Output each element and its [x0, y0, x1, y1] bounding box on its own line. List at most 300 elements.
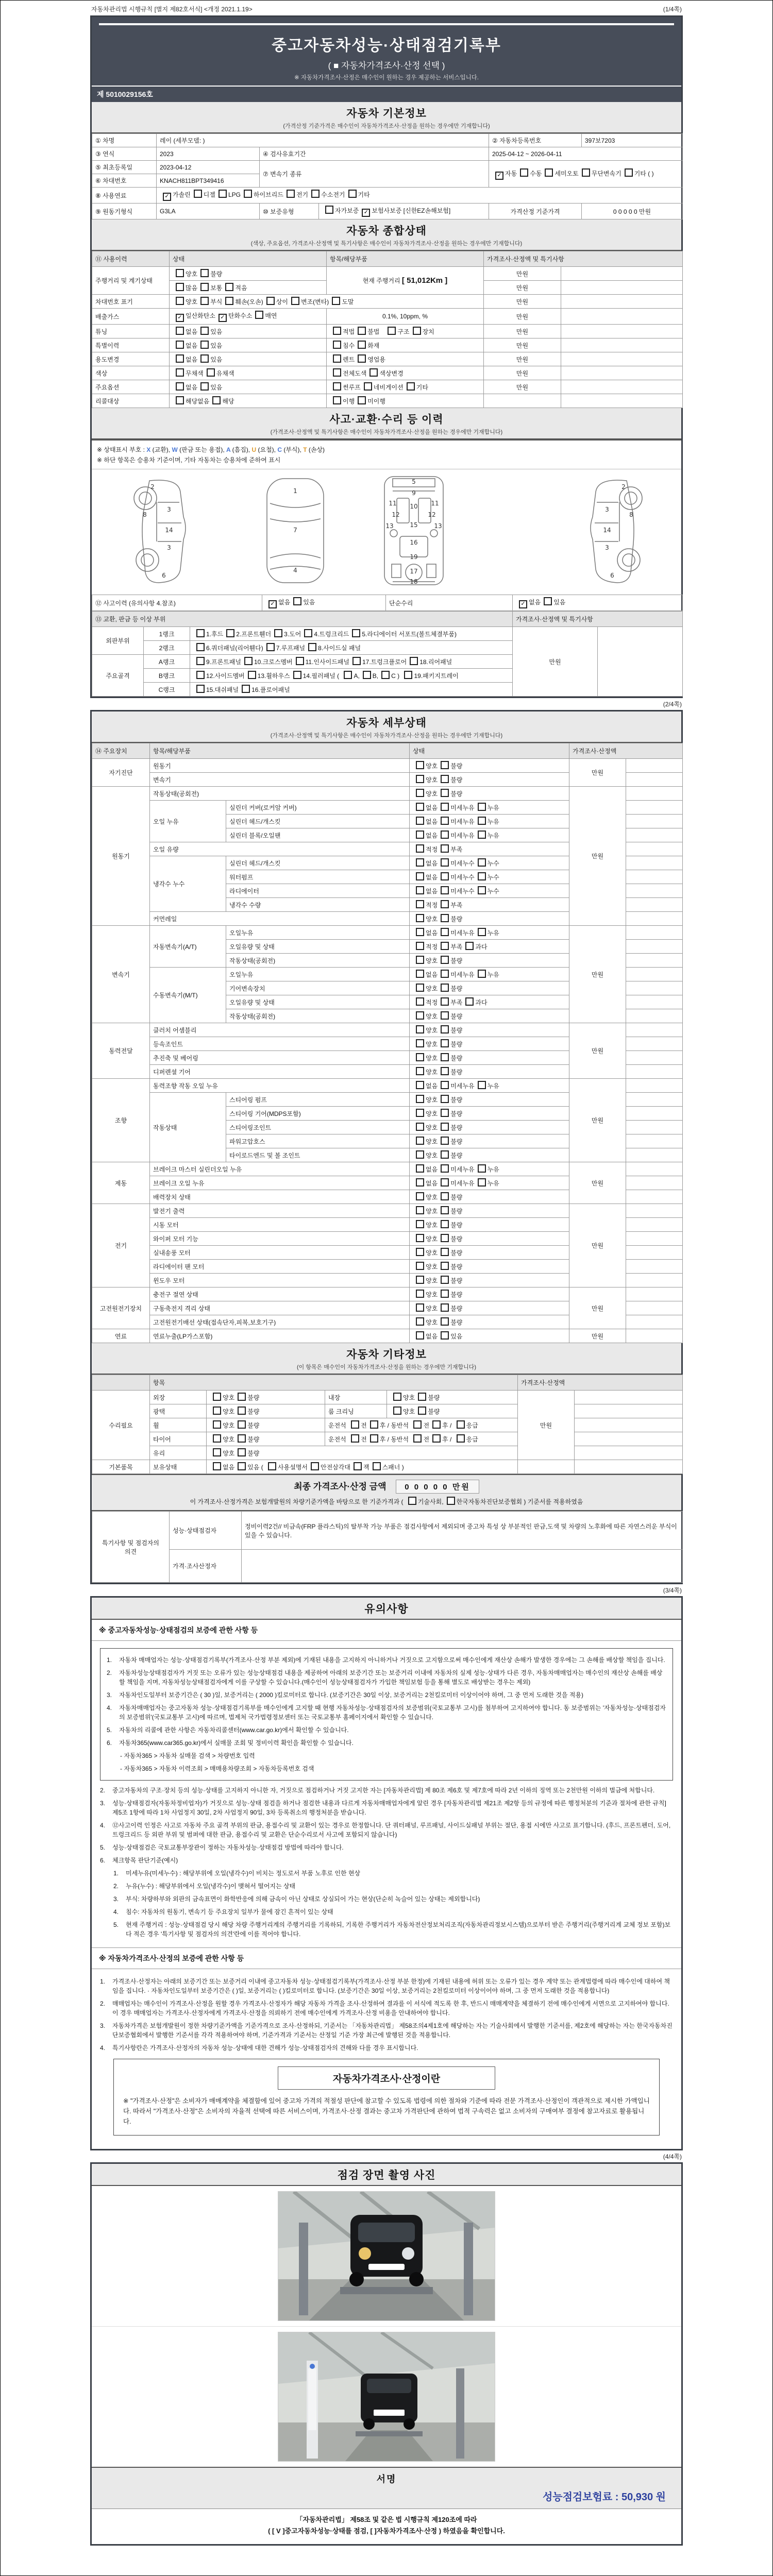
checkbox[interactable]	[432, 1420, 441, 1429]
checkbox[interactable]	[441, 761, 449, 769]
row-label: 차대번호 표기	[92, 295, 170, 309]
checkbox[interactable]	[176, 327, 184, 335]
checkbox[interactable]	[213, 1462, 221, 1470]
checkbox[interactable]	[332, 297, 340, 305]
price-note-cell[interactable]	[626, 926, 683, 940]
price-note-cell[interactable]	[626, 1162, 683, 1176]
checkbox[interactable]	[545, 168, 553, 177]
checkbox[interactable]	[370, 1420, 378, 1429]
checkbox[interactable]	[238, 1434, 246, 1443]
checkbox[interactable]	[416, 1039, 424, 1047]
checkbox[interactable]	[393, 1393, 401, 1401]
diagram-panel-number: 7	[293, 527, 297, 534]
checkbox[interactable]	[408, 1497, 416, 1505]
checkbox[interactable]	[213, 1393, 221, 1401]
checkbox[interactable]	[441, 817, 449, 825]
checkbox[interactable]	[441, 1206, 449, 1214]
checkbox[interactable]	[441, 872, 449, 880]
price-note-cell[interactable]	[626, 1051, 683, 1065]
price-note-cell[interactable]	[561, 338, 683, 352]
checkbox[interactable]	[238, 1462, 246, 1470]
checkbox[interactable]	[352, 629, 360, 637]
checkbox[interactable]	[200, 297, 209, 305]
checkbox[interactable]	[441, 942, 449, 950]
checkbox[interactable]	[441, 1303, 449, 1312]
checkbox[interactable]	[441, 844, 449, 853]
price-note-cell[interactable]	[575, 1460, 683, 1474]
checkbox[interactable]	[354, 1462, 362, 1470]
price-note-cell[interactable]	[626, 1107, 683, 1121]
checkbox[interactable]	[225, 283, 233, 291]
price-note-cell[interactable]	[626, 912, 683, 926]
checkbox[interactable]	[363, 671, 371, 679]
price-note-cell[interactable]	[561, 394, 683, 408]
checkbox[interactable]	[196, 657, 205, 665]
price-note-cell[interactable]	[561, 325, 683, 338]
checkbox[interactable]	[358, 354, 366, 363]
price-note-cell[interactable]	[626, 1287, 683, 1301]
item-label: 보유상태	[150, 1460, 207, 1474]
checkbox[interactable]	[176, 269, 184, 277]
price-note-cell[interactable]	[626, 884, 683, 898]
price-note-cell[interactable]	[626, 815, 683, 828]
checkbox[interactable]	[441, 1095, 449, 1103]
checkbox[interactable]	[416, 984, 424, 992]
checkbox[interactable]	[413, 1434, 422, 1443]
checkbox[interactable]	[213, 1406, 221, 1415]
checkbox[interactable]	[416, 1317, 424, 1326]
checkbox[interactable]	[478, 803, 486, 811]
checkbox[interactable]	[416, 1011, 424, 1020]
checkbox[interactable]	[333, 354, 341, 363]
checkbox[interactable]	[248, 671, 256, 679]
checkbox[interactable]	[441, 1178, 449, 1187]
checkbox[interactable]	[416, 844, 424, 853]
price-note-cell[interactable]	[626, 1079, 683, 1093]
checkbox[interactable]	[416, 1262, 424, 1270]
checkbox-label: 사용설명서	[278, 1464, 308, 1471]
checkbox[interactable]	[441, 1192, 449, 1200]
checkbox[interactable]	[213, 1420, 221, 1429]
price-note-cell[interactable]	[626, 1260, 683, 1274]
checkbox[interactable]	[441, 1262, 449, 1270]
checkbox[interactable]	[441, 1331, 449, 1340]
price-note-cell[interactable]	[626, 898, 683, 912]
checkbox[interactable]	[364, 382, 372, 391]
checkbox[interactable]	[194, 190, 202, 198]
checkbox[interactable]	[244, 190, 252, 198]
checkbox[interactable]	[196, 671, 205, 679]
checkbox[interactable]	[370, 1434, 378, 1443]
checkbox[interactable]	[457, 1434, 465, 1443]
checkbox[interactable]	[304, 629, 312, 637]
checkbox[interactable]	[369, 368, 378, 377]
checkbox[interactable]	[311, 1462, 319, 1470]
model-year-value: 2023	[157, 147, 260, 161]
price-note-cell[interactable]	[575, 1391, 683, 1404]
price-note-cell[interactable]	[626, 1009, 683, 1023]
price-note-cell[interactable]	[626, 1176, 683, 1190]
checkbox[interactable]	[478, 1081, 486, 1089]
checkbox[interactable]	[416, 1109, 424, 1117]
checkbox[interactable]	[311, 190, 320, 198]
checkbox[interactable]	[238, 1420, 246, 1429]
checkbox[interactable]	[416, 789, 424, 797]
checkbox[interactable]	[441, 1317, 449, 1326]
checkbox[interactable]	[416, 1303, 424, 1312]
checkbox[interactable]	[348, 190, 357, 198]
price-note-cell[interactable]	[626, 856, 683, 870]
checkbox[interactable]	[441, 1290, 449, 1298]
checkbox-checked[interactable]: ✓	[176, 314, 184, 322]
price-note-cell[interactable]	[575, 1404, 683, 1418]
checkbox[interactable]	[416, 956, 424, 964]
checkbox[interactable]	[441, 997, 449, 1006]
checkbox[interactable]	[388, 327, 396, 335]
checkbox[interactable]	[358, 327, 366, 335]
checkbox[interactable]	[416, 831, 424, 839]
checkbox[interactable]	[416, 997, 424, 1006]
checkbox[interactable]	[441, 1234, 449, 1242]
checkbox[interactable]	[176, 382, 184, 391]
price-note-cell[interactable]	[626, 1121, 683, 1134]
checkbox[interactable]	[225, 297, 233, 305]
checkbox[interactable]	[416, 1081, 424, 1089]
checkbox[interactable]	[441, 1011, 449, 1020]
checkbox[interactable]	[176, 354, 184, 363]
price-note-cell[interactable]	[561, 281, 683, 295]
checkbox[interactable]	[200, 269, 209, 277]
checkbox-checked[interactable]: ✓	[362, 209, 370, 217]
checkbox[interactable]	[478, 858, 486, 867]
checkbox[interactable]	[176, 341, 184, 349]
checkbox[interactable]	[441, 858, 449, 867]
checkbox[interactable]	[381, 671, 390, 679]
price-note-cell[interactable]	[626, 1218, 683, 1232]
price-note-cell[interactable]	[575, 1418, 683, 1432]
checkbox[interactable]	[416, 803, 424, 811]
table-row	[92, 1418, 683, 1432]
table-row	[92, 188, 683, 204]
price-note-cell[interactable]	[626, 1274, 683, 1287]
price-note-cell[interactable]	[626, 1134, 683, 1148]
checkbox[interactable]	[416, 1206, 424, 1214]
price-note-cell[interactable]	[626, 1148, 683, 1162]
checkbox[interactable]	[416, 1178, 424, 1187]
price-note-cell[interactable]	[626, 1065, 683, 1079]
checkbox[interactable]	[416, 872, 424, 880]
checkbox[interactable]	[416, 1276, 424, 1284]
checkbox[interactable]	[200, 382, 209, 391]
checkbox-label: 적음	[235, 284, 247, 292]
price-note-cell[interactable]	[561, 380, 683, 394]
checkbox[interactable]	[478, 928, 486, 936]
price-note-cell[interactable]	[626, 995, 683, 1009]
checkbox[interactable]	[441, 900, 449, 908]
checkbox[interactable]	[407, 382, 415, 391]
diagram-panel-number: 19	[410, 553, 418, 561]
price-note-cell[interactable]	[598, 627, 683, 697]
checkbox[interactable]	[268, 1462, 276, 1470]
checkbox[interactable]	[213, 1448, 221, 1456]
checkbox[interactable]	[478, 831, 486, 839]
checkbox[interactable]	[200, 327, 209, 335]
checkbox-label: 기타 ( )	[634, 170, 654, 177]
notice-item: ⑫사고이력 인정은 사고로 자동차 주요 골격 부위의 판금, 용접수리 및 교환이 있는 경우로 한정합니다. 단 쿼터패널, 루프패널, 사이드실패널 부위는 절단, 용접 시에만 사고로 표기합니다. (후드, 프론트펜더, 도어, 트렁크리드 등 외판 부위 및 범퍼에 대한 판금, 용접수리 및 교환은 단순수리로서 사고에 포함되지 않습니다)	[112, 1822, 671, 1838]
checkbox[interactable]	[441, 914, 449, 922]
price-note-cell[interactable]	[626, 773, 683, 787]
price-note-cell[interactable]	[561, 267, 683, 281]
checkbox[interactable]	[416, 970, 424, 978]
checkbox-checked[interactable]: ✓	[219, 314, 227, 322]
etc-info-table	[92, 1375, 683, 1474]
diagram-panel-number: 5	[412, 478, 416, 485]
checkbox[interactable]	[410, 657, 418, 665]
checkbox[interactable]	[465, 942, 474, 950]
checkbox[interactable]	[416, 1248, 424, 1256]
checkbox-label: 해당	[222, 398, 234, 405]
checkbox[interactable]	[308, 643, 316, 651]
checkbox-checked[interactable]: ✓	[163, 193, 171, 201]
price-note-cell[interactable]	[626, 1232, 683, 1246]
checkbox[interactable]	[478, 817, 486, 825]
checkbox[interactable]	[465, 997, 474, 1006]
group-label: 기본품목	[92, 1460, 150, 1474]
checkbox[interactable]	[351, 1434, 359, 1443]
checkbox[interactable]	[416, 1095, 424, 1103]
price-note-cell[interactable]	[626, 759, 683, 773]
checkbox[interactable]	[333, 382, 341, 391]
checkbox[interactable]	[416, 817, 424, 825]
item-number: 1.	[113, 1870, 119, 1877]
checkbox[interactable]	[441, 970, 449, 978]
item-label: 원동기	[150, 759, 410, 773]
checkbox-label: 미세누수	[450, 860, 475, 867]
checkbox[interactable]	[200, 354, 209, 363]
checkbox-checked[interactable]: ✓	[268, 600, 277, 608]
checkbox[interactable]	[176, 283, 184, 291]
checkbox[interactable]	[544, 597, 552, 605]
checkbox[interactable]	[441, 1150, 449, 1159]
appraiser-opinion[interactable]	[242, 1550, 683, 1583]
checkbox[interactable]	[213, 1434, 221, 1443]
price-note-cell[interactable]	[626, 1023, 683, 1037]
price-note-cell[interactable]	[626, 1037, 683, 1051]
price-note-cell[interactable]	[561, 295, 683, 309]
checkbox[interactable]	[441, 984, 449, 992]
checkbox[interactable]	[344, 671, 352, 679]
checkbox[interactable]	[416, 1067, 424, 1075]
price-note-cell[interactable]	[626, 1329, 683, 1343]
price-note-cell[interactable]	[626, 1190, 683, 1204]
checkbox[interactable]	[416, 1164, 424, 1173]
checkbox[interactable]	[393, 1406, 401, 1415]
price-note-cell[interactable]	[626, 954, 683, 968]
checkbox[interactable]	[441, 1164, 449, 1173]
price-note-cell[interactable]	[575, 1446, 683, 1460]
checkbox[interactable]	[196, 643, 205, 651]
checkbox[interactable]	[219, 190, 227, 198]
checkbox[interactable]	[274, 629, 282, 637]
checkbox[interactable]	[416, 1234, 424, 1242]
checkbox[interactable]	[441, 1109, 449, 1117]
checkbox[interactable]	[416, 1331, 424, 1340]
notice-item: 성능·상태점검은 국토교통부장관이 정하는 자동차성능·상태점검 방법에 따라야 합니다.	[112, 1844, 344, 1851]
checkbox[interactable]	[296, 657, 304, 665]
checkbox[interactable]	[416, 1290, 424, 1298]
checkbox[interactable]	[416, 1150, 424, 1159]
price-note-cell[interactable]	[561, 309, 683, 325]
checkbox[interactable]	[416, 1192, 424, 1200]
checkbox[interactable]	[416, 1123, 424, 1131]
checkbox[interactable]	[478, 872, 486, 880]
checkbox[interactable]	[416, 900, 424, 908]
checkbox[interactable]	[404, 671, 412, 679]
checkbox[interactable]	[358, 341, 366, 349]
page-marker-1: (1/4쪽)	[663, 6, 682, 13]
checkbox[interactable]	[287, 190, 295, 198]
price-note-cell[interactable]	[626, 1301, 683, 1315]
checkbox[interactable]	[176, 368, 184, 377]
checkbox[interactable]	[418, 1406, 426, 1415]
checkbox-label: 구조	[397, 328, 410, 335]
checkbox[interactable]	[582, 168, 590, 177]
price-note-cell[interactable]	[626, 940, 683, 954]
item-label: 실린더 블록/오일팬	[226, 828, 410, 842]
checkbox-label: 불량	[450, 1152, 463, 1159]
checkbox[interactable]	[196, 629, 205, 637]
checkbox[interactable]	[441, 1039, 449, 1047]
checkbox[interactable]	[416, 914, 424, 922]
checkbox[interactable]	[416, 1137, 424, 1145]
checkbox[interactable]	[293, 597, 301, 605]
checkbox[interactable]	[226, 629, 234, 637]
checkbox[interactable]	[358, 396, 366, 404]
checkbox[interactable]	[441, 1081, 449, 1089]
checkbox-checked[interactable]: ✓	[519, 600, 527, 608]
checkbox[interactable]	[416, 858, 424, 867]
diagram-panel-number: 3	[605, 506, 609, 513]
checkbox[interactable]	[441, 1248, 449, 1256]
price-note-cell[interactable]	[626, 828, 683, 842]
price-note-cell[interactable]	[626, 1315, 683, 1329]
checkbox[interactable]	[351, 1420, 359, 1429]
checkbox[interactable]	[478, 1178, 486, 1187]
checkbox[interactable]	[176, 297, 184, 305]
price-note-cell[interactable]	[626, 968, 683, 981]
checkbox[interactable]	[333, 341, 341, 349]
checkbox[interactable]	[333, 327, 341, 335]
checkbox[interactable]	[416, 775, 424, 783]
checkbox[interactable]	[200, 341, 209, 349]
checkbox[interactable]	[352, 657, 361, 665]
checkbox[interactable]	[373, 1462, 381, 1470]
checkbox[interactable]	[418, 1393, 426, 1401]
checkbox[interactable]	[413, 327, 421, 335]
checkbox[interactable]	[441, 1025, 449, 1033]
diagram-panel-number: 14	[165, 527, 173, 534]
checkbox[interactable]	[441, 1220, 449, 1228]
checkbox[interactable]	[196, 685, 205, 693]
item-label: 오일 유량	[150, 842, 410, 856]
checkbox[interactable]	[238, 1448, 246, 1456]
checkbox[interactable]	[176, 396, 184, 404]
checkbox[interactable]	[413, 1420, 422, 1429]
price-note-cell[interactable]	[626, 981, 683, 995]
checkbox[interactable]	[520, 168, 528, 177]
checkbox[interactable]	[441, 928, 449, 936]
checkbox[interactable]	[200, 283, 209, 291]
checkbox[interactable]	[441, 1137, 449, 1145]
checkbox[interactable]	[441, 1067, 449, 1075]
checkbox[interactable]	[293, 671, 301, 679]
checkbox[interactable]	[416, 1220, 424, 1228]
checkbox[interactable]	[625, 168, 633, 177]
notice-body	[92, 1641, 681, 1947]
price-note-cell[interactable]	[626, 870, 683, 884]
checkbox[interactable]	[333, 396, 341, 404]
checkbox-checked[interactable]: ✓	[495, 172, 503, 180]
checkbox[interactable]	[441, 1053, 449, 1061]
checkbox[interactable]	[457, 1420, 465, 1429]
checkbox[interactable]	[447, 1497, 455, 1505]
checkbox[interactable]	[441, 956, 449, 964]
checkbox[interactable]	[478, 970, 486, 978]
checkbox[interactable]	[242, 685, 250, 693]
price-note-cell[interactable]	[626, 1204, 683, 1218]
checkbox[interactable]	[441, 775, 449, 783]
checkbox[interactable]	[416, 886, 424, 894]
price-unit: 만원	[569, 1287, 626, 1329]
state-checks	[410, 1287, 569, 1301]
checkbox[interactable]	[441, 1276, 449, 1284]
checkbox[interactable]	[441, 831, 449, 839]
price-note-cell[interactable]	[561, 352, 683, 366]
checkbox[interactable]	[478, 886, 486, 894]
price-note-cell[interactable]	[626, 1093, 683, 1107]
checkbox[interactable]	[441, 1123, 449, 1131]
price-note-cell[interactable]	[575, 1432, 683, 1446]
checkbox[interactable]	[266, 297, 275, 305]
checkbox[interactable]	[416, 1025, 424, 1033]
checkbox[interactable]	[416, 1053, 424, 1061]
checkbox[interactable]	[432, 1434, 441, 1443]
checkbox-label: 없음	[186, 328, 198, 335]
checkbox[interactable]	[441, 803, 449, 811]
checkbox[interactable]	[441, 886, 449, 894]
checkbox[interactable]	[212, 396, 221, 404]
checkbox[interactable]	[266, 643, 275, 651]
checkbox[interactable]	[416, 761, 424, 769]
checkbox[interactable]	[207, 368, 215, 377]
checkbox[interactable]	[291, 297, 299, 305]
checkbox[interactable]	[255, 311, 263, 319]
price-note-cell[interactable]	[626, 842, 683, 856]
checkbox[interactable]	[244, 657, 253, 665]
price-note-cell[interactable]	[561, 366, 683, 380]
checkbox[interactable]	[478, 1164, 486, 1173]
price-note-cell[interactable]	[626, 801, 683, 815]
price-note-cell[interactable]	[626, 787, 683, 801]
checkbox[interactable]	[238, 1406, 246, 1415]
price-note-cell[interactable]	[626, 1246, 683, 1260]
checkbox[interactable]	[333, 368, 341, 377]
checkbox[interactable]	[325, 206, 333, 214]
checkbox[interactable]	[416, 942, 424, 950]
checkbox[interactable]	[416, 928, 424, 936]
checkbox[interactable]	[441, 789, 449, 797]
checkbox[interactable]	[238, 1393, 246, 1401]
